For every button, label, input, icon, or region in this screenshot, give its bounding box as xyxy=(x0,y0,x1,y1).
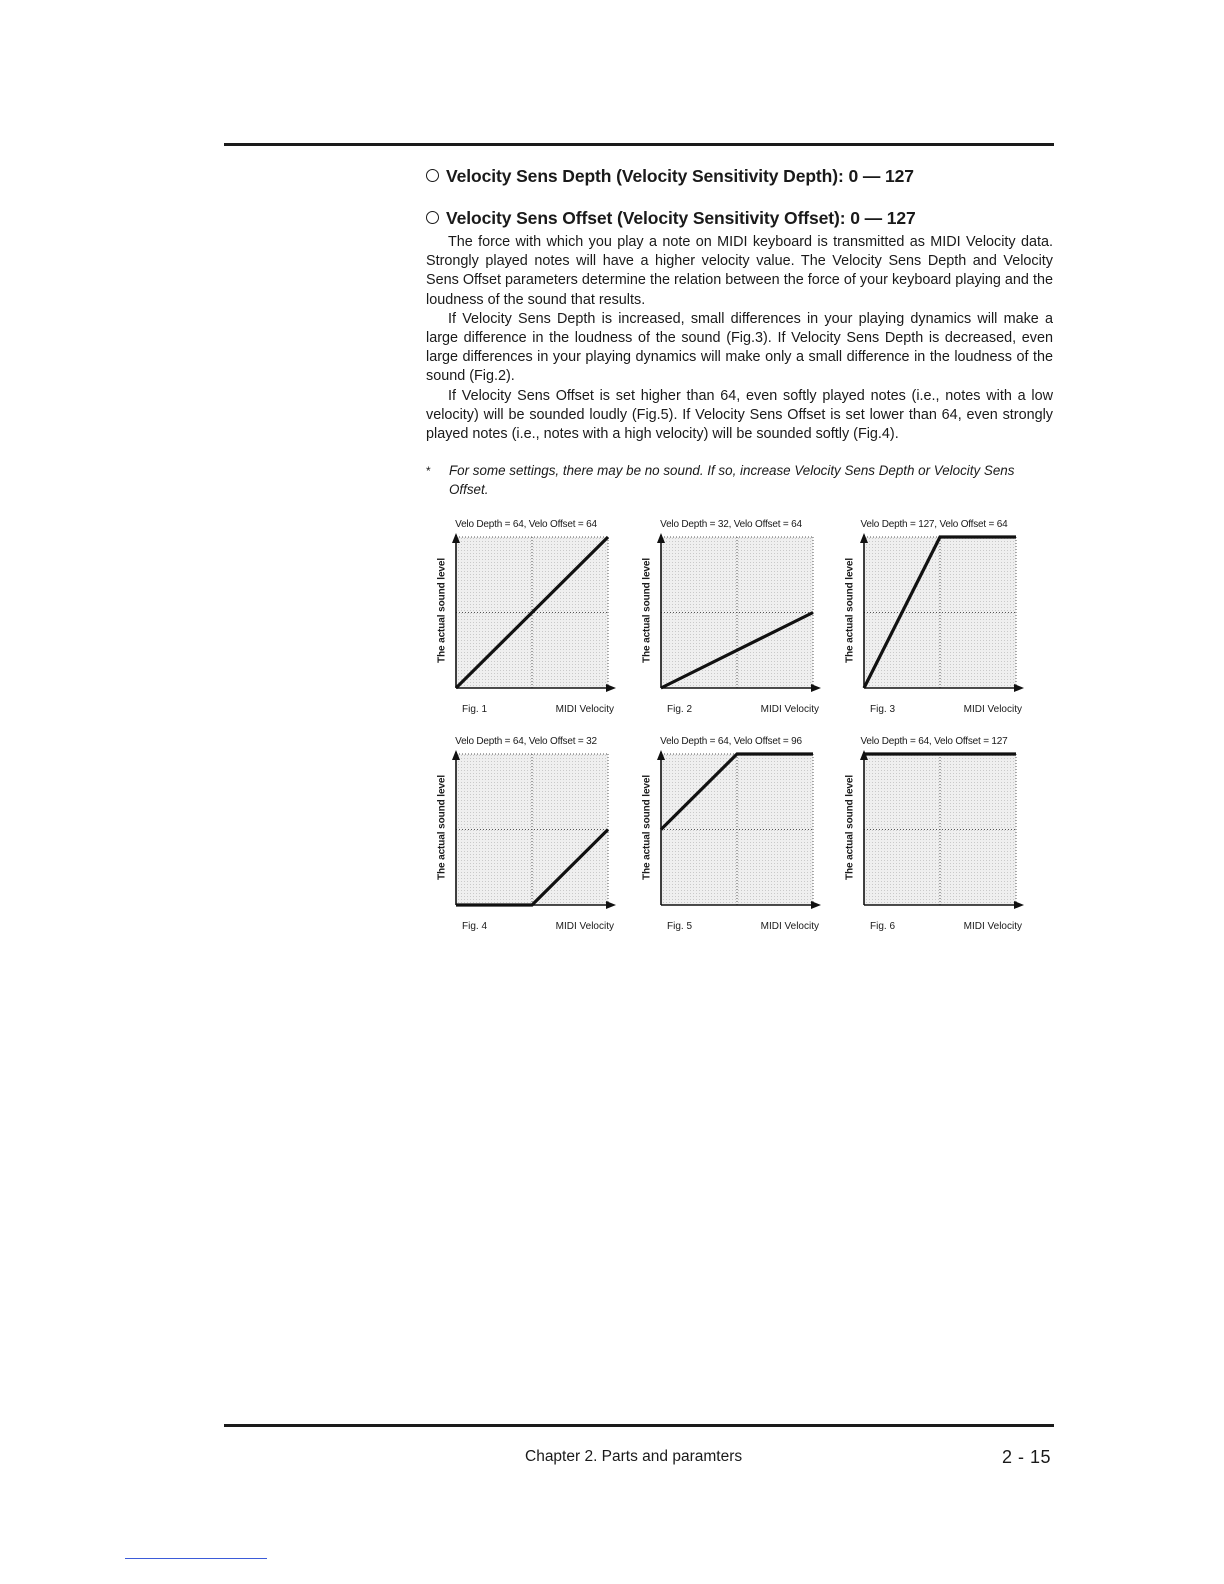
paragraph: If Velocity Sens Offset is set higher than 64, even softly played notes (i.e., notes with a low velocity) will be sounded loudly (Fig.5). If Velocity Sens Offset is set lower than 64, even strongly played notes (i.e., notes with a high velocity) will be sounded softly (Fig.4). xyxy=(426,387,1053,443)
x-axis-arrow-icon xyxy=(811,684,821,692)
x-axis-arrow-icon xyxy=(811,901,821,909)
figure-plot xyxy=(836,529,1032,701)
figure-plot xyxy=(836,746,1032,918)
heading-text: Velocity Sens Depth (Velocity Sensitivity Depth): 0 — 127 xyxy=(446,166,914,186)
figure-title: Velo Depth = 64, Velo Offset = 96 xyxy=(660,736,802,747)
page-number: 2 - 15 xyxy=(1002,1447,1052,1467)
figure-plot xyxy=(428,746,624,918)
x-axis-label: MIDI Velocity xyxy=(760,921,819,932)
y-axis-label: The actual sound level xyxy=(641,557,653,664)
figure-plot xyxy=(633,746,829,918)
note-marker: * xyxy=(426,464,431,478)
x-axis-label: MIDI Velocity xyxy=(555,921,614,932)
figure-title: Velo Depth = 64, Velo Offset = 32 xyxy=(455,736,597,747)
bottom-rule xyxy=(224,1424,1054,1427)
figure-label: Fig. 5 xyxy=(667,921,693,932)
figure-title: Velo Depth = 32, Velo Offset = 64 xyxy=(660,519,802,530)
paragraph: The force with which you play a note on MIDI keyboard is transmitted as MIDI Velocity data. Strongly played notes will have a higher velocity value. The Velocity Sens Depth and Velocity Sens Offset parameters determine the relation between the force of your keyboard playing and the loudness of the sound that results. xyxy=(426,234,1053,308)
x-axis-arrow-icon xyxy=(1014,901,1024,909)
figure-plot xyxy=(633,529,829,701)
paragraph: If Velocity Sens Depth is increased, small differences in your playing dynamics will make a large difference in the loudness of the sound (Fig.3). If Velocity Sens Depth is decreased, even large differences in your playing dynamics will make only a small difference in the loudness of the sound (Fig.2). xyxy=(426,310,1053,385)
x-axis-arrow-icon xyxy=(1014,684,1024,692)
annotation-line xyxy=(125,1558,267,1559)
figure-title: Velo Depth = 64, Velo Offset = 127 xyxy=(860,736,1008,747)
y-axis-label: The actual sound level xyxy=(844,557,856,664)
figure-5 xyxy=(633,736,829,946)
figure-6 xyxy=(836,736,1032,946)
figure-plot xyxy=(428,529,624,701)
figure-label: Fig. 2 xyxy=(667,704,693,715)
y-axis-label: The actual sound level xyxy=(436,557,448,664)
figure-4 xyxy=(428,736,624,946)
x-axis-arrow-icon xyxy=(606,901,616,909)
circle-bullet-icon xyxy=(426,169,439,182)
heading-text: Velocity Sens Offset (Velocity Sensitivity Offset): 0 — 127 xyxy=(446,208,916,228)
figure-3 xyxy=(836,519,1032,729)
heading-velocity-sens-offset xyxy=(426,208,916,229)
figure-label: Fig. 1 xyxy=(462,704,488,715)
x-axis-label: MIDI Velocity xyxy=(760,704,819,715)
figure-2 xyxy=(633,519,829,729)
y-axis-label: The actual sound level xyxy=(436,774,448,881)
top-rule xyxy=(224,143,1054,146)
figure-title: Velo Depth = 64, Velo Offset = 64 xyxy=(455,519,597,530)
x-axis-label: MIDI Velocity xyxy=(963,704,1022,715)
x-axis-label: MIDI Velocity xyxy=(555,704,614,715)
body-text xyxy=(426,233,1053,444)
footer-chapter: Chapter 2. Parts and paramters xyxy=(525,1448,743,1465)
note-text: For some settings, there may be no sound. If so, increase Velocity Sens Depth or Velocity Sens Offset. xyxy=(449,463,1015,497)
figure-label: Fig. 6 xyxy=(870,921,896,932)
circle-bullet-icon xyxy=(426,211,439,224)
x-axis-arrow-icon xyxy=(606,684,616,692)
figure-title: Velo Depth = 127, Velo Offset = 64 xyxy=(860,519,1008,530)
y-axis-label: The actual sound level xyxy=(641,774,653,881)
note xyxy=(426,462,1053,499)
heading-velocity-sens-depth xyxy=(426,166,914,187)
figure-label: Fig. 3 xyxy=(870,704,896,715)
figure-label: Fig. 4 xyxy=(462,921,488,932)
x-axis-label: MIDI Velocity xyxy=(963,921,1022,932)
figure-1 xyxy=(428,519,624,729)
y-axis-label: The actual sound level xyxy=(844,774,856,881)
